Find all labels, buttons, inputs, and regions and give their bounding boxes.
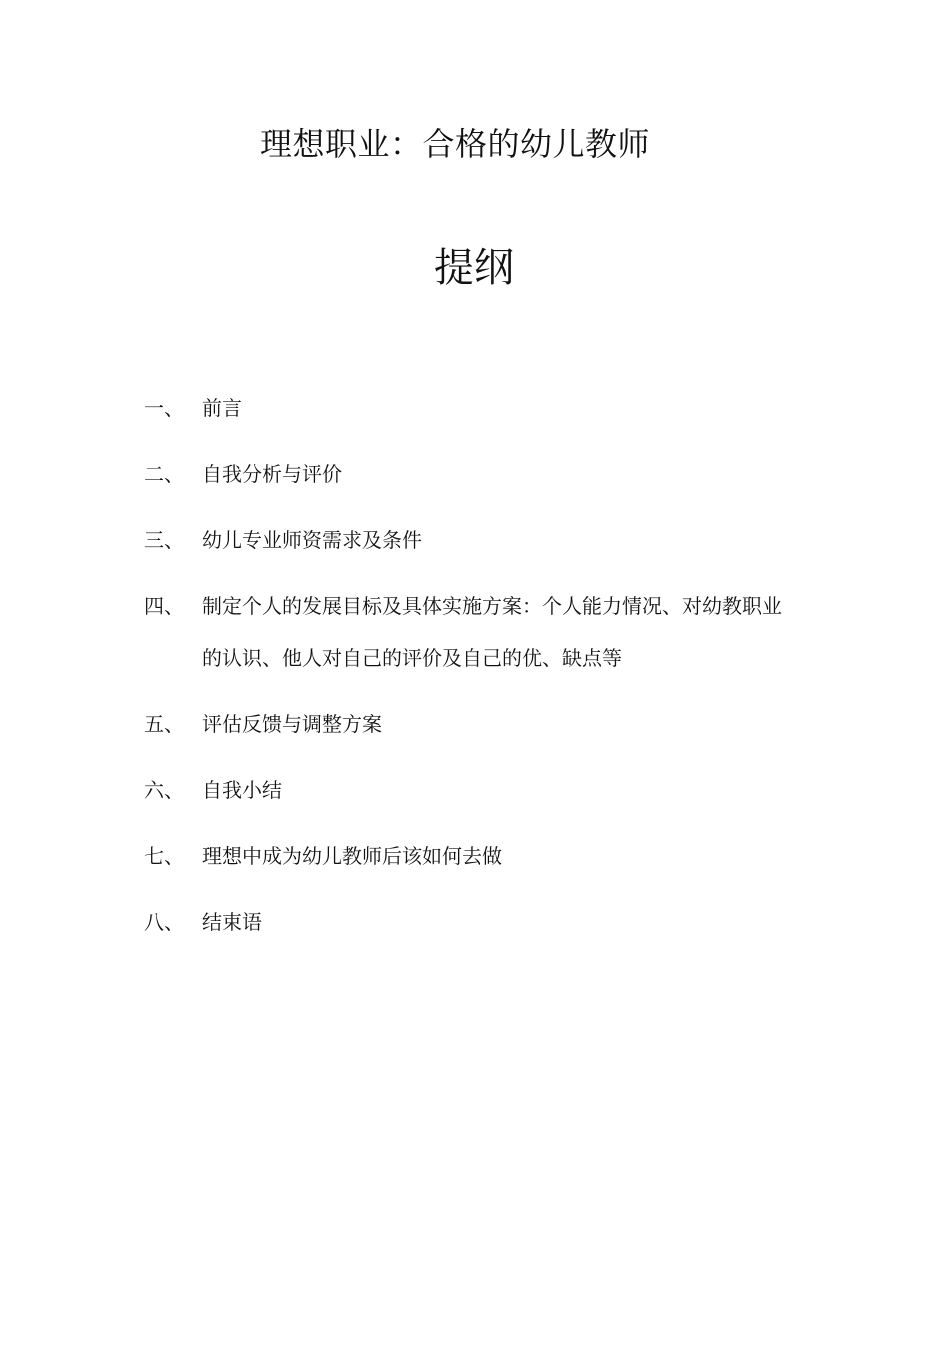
outline-item-5 <box>144 708 784 740</box>
outline-text: 理想中成为幼儿教师后该如何去做 <box>202 844 502 868</box>
outline-text: 制定个人的发展目标及具体实施方案：个人能力情况、对幼教职业的认识、他人对自己的评价及自己的优、缺点等 <box>202 594 782 670</box>
outline-number: 四、 <box>144 594 184 618</box>
document-subtitle: 提纲 <box>434 245 514 291</box>
outline-item-2 <box>144 458 784 490</box>
outline-item-4 <box>144 580 784 684</box>
outline-text: 自我小结 <box>202 778 282 802</box>
outline-text: 结束语 <box>202 910 262 934</box>
outline-item-8 <box>144 906 784 938</box>
outline-text: 评估反馈与调整方案 <box>202 712 382 736</box>
outline-text: 幼儿专业师资需求及条件 <box>202 528 422 552</box>
outline-list <box>144 392 784 972</box>
document-title: 理想职业：合格的幼儿教师 <box>259 125 650 163</box>
outline-text: 自我分析与评价 <box>202 462 342 486</box>
outline-number: 三、 <box>144 528 184 552</box>
outline-text: 前言 <box>202 396 242 420</box>
outline-item-6 <box>144 774 784 806</box>
outline-number: 二、 <box>144 462 184 486</box>
outline-item-1 <box>144 392 784 424</box>
outline-number: 一、 <box>144 396 184 420</box>
outline-number: 五、 <box>144 712 184 736</box>
outline-item-3 <box>144 524 784 556</box>
outline-number: 七、 <box>144 844 184 868</box>
outline-item-7 <box>144 840 784 872</box>
outline-number: 六、 <box>144 778 184 802</box>
outline-number: 八、 <box>144 910 184 934</box>
